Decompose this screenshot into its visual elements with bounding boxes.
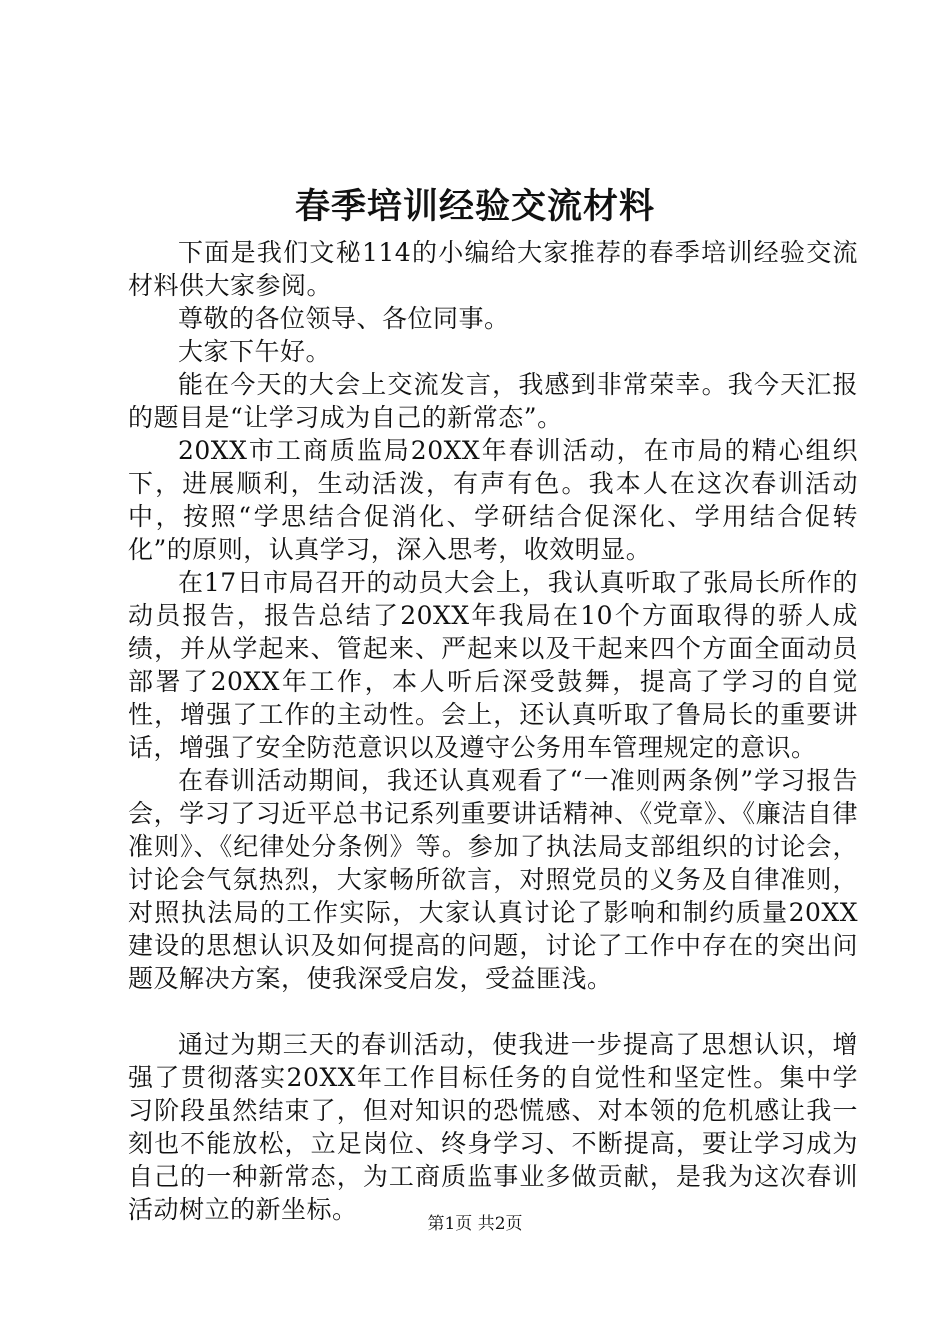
paragraph-mobilization-meeting: 在17日市局召开的动员大会上，我认真听取了张局长所作的动员报告，报告总结了20XX年我局在10个方面取得的骄人成绩，并从学起来、管起来、严起来以及干起来四个方面全面动员部署了20XX年工作，本人听后深受鼓舞，提高了学习的自觉性，增强了工作的主动性。会上，还认真听取了鲁局长的重要讲话，增强了安全防范意识以及遵守公务用车管理规定的意识。 xyxy=(128,568,858,762)
paragraph-conclusion: 通过为期三天的春训活动，使我进一步提高了思想认识，增强了贯彻落实20XX年工作目标任务的自觉性和坚定性。集中学习阶段虽然结束了，但对知识的恐慌感、对本领的危机感让我一刻也不能放松，立足岗位、终身学习、不断提高，要让学习成为自己的一种新常态，为工商质监事业多做贡献，是我为这次春训活动树立的新坐标。 xyxy=(128,1030,858,1224)
page-number: 第1页 共2页 xyxy=(427,1214,523,1234)
paragraph-greeting: 大家下午好。 xyxy=(178,337,332,366)
document-body xyxy=(128,236,858,1226)
paragraph-intro: 下面是我们文秘114的小编给大家推荐的春季培训经验交流材料供大家参阅。 xyxy=(128,238,858,300)
paragraph-salutation: 尊敬的各位领导、各位同事。 xyxy=(178,304,510,333)
paragraph-training-activities: 在春训活动期间，我还认真观看了“一准则两条例”学习报告会，学习了习近平总书记系列重要讲话精神、《党章》、《廉洁自律准则》、《纪律处分条例》等。参加了执法局支部组织的讨论会，讨论会气氛热烈，大家畅所欲言，对照党员的义务及自律准则，对照执法局的工作实际，大家认真讨论了影响和制约质量20XX建设的思想认识及如何提高的问题，讨论了工作中存在的突出问题及解决方案，使我深受启发，受益匪浅。 xyxy=(128,766,858,993)
document-title: 春季培训经验交流材料 xyxy=(294,186,655,227)
paragraph-topic: 能在今天的大会上交流发言，我感到非常荣幸。我今天汇报的题目是“让学习成为自己的新常态”。 xyxy=(128,370,858,432)
paragraph-overview: 20XX市工商质监局20XX年春训活动，在市局的精心组织下，进展顺利，生动活泼，有声有色。我本人在这次春训活动中，按照“学思结合促消化、学研结合促深化、学用结合促转化”的原则，认真学习，深入思考，收效明显。 xyxy=(128,436,858,564)
